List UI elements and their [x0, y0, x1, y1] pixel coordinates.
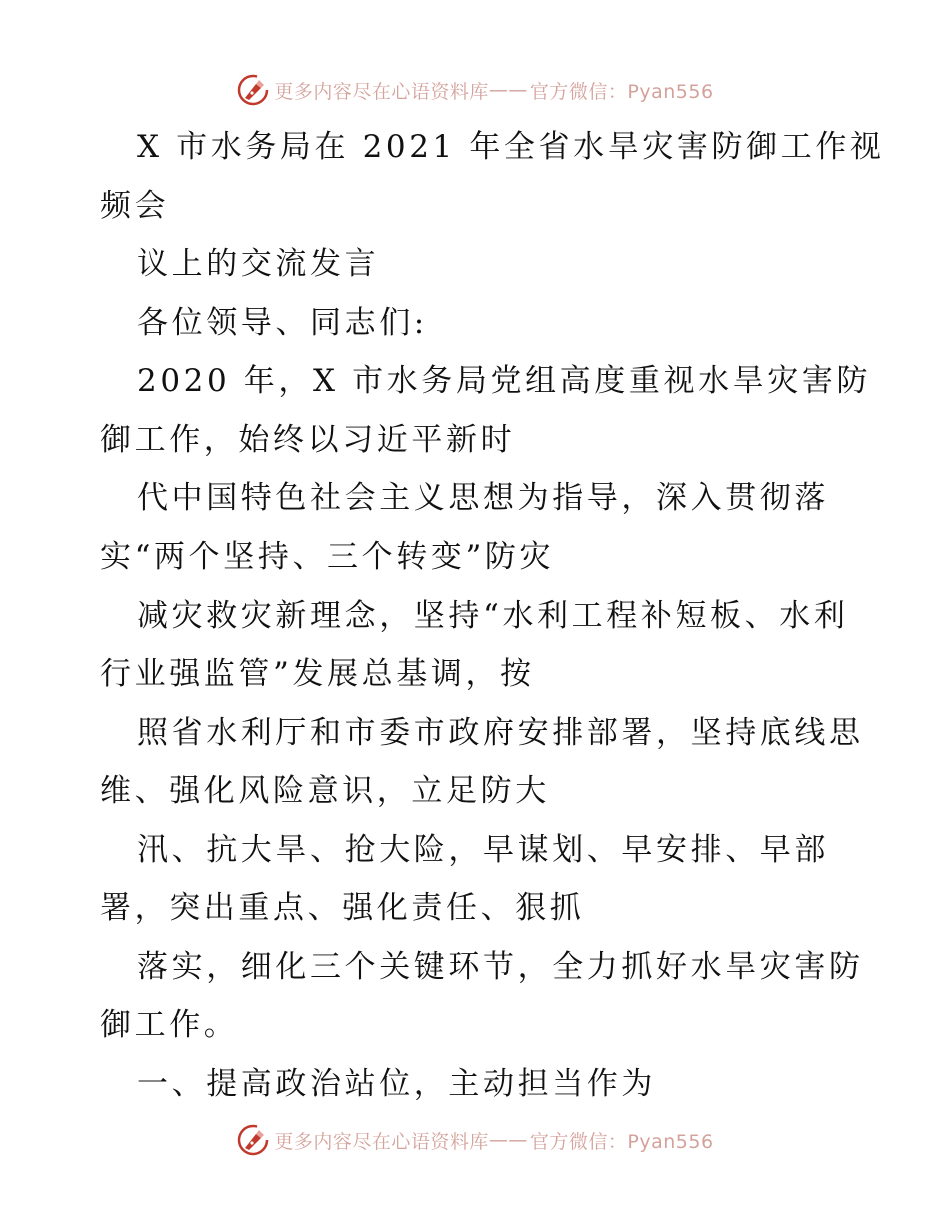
doc-title-line-1: X 市水务局在 2021 年全省水旱灾害防御工作视	[137, 129, 885, 165]
doc-title-line-2: 频会	[100, 188, 170, 224]
doc-paragraph-line: 汛、抗大旱、抢大险，早谋划、早安排、早部	[137, 832, 829, 868]
watermark-header	[0, 70, 950, 110]
watermark-wechat-text: 官方微信：Pyan556	[529, 1130, 714, 1153]
doc-paragraph-line: 实“两个坚持、三个转变”防灾	[100, 539, 555, 575]
pen-nib-logo-icon	[236, 1123, 270, 1157]
doc-paragraph-line: 照省水利厅和市委市政府安排部署，坚持底线思	[137, 715, 864, 751]
watermark-wechat-text: 官方微信：Pyan556	[529, 80, 714, 103]
doc-paragraph-line: 2020 年，X 市水务局党组高度重视水旱灾害防	[137, 363, 872, 399]
watermark-site-text: 更多内容尽在心语资料库	[274, 1130, 489, 1153]
doc-section-heading: 一、提高政治站位，主动担当作为	[137, 1066, 656, 1102]
doc-paragraph-line: 署，突出重点、强化责任、狠抓	[100, 890, 585, 926]
pen-nib-logo-icon	[236, 73, 270, 107]
doc-paragraph-line: 行业强监管”发展总基调，按	[100, 656, 535, 692]
watermark-separator: ——	[488, 1129, 528, 1151]
doc-paragraph-line: 维、强化风险意识，立足防大	[100, 773, 550, 809]
doc-paragraph-line: 落实，细化三个关键环节，全力抓好水旱灾害防	[137, 949, 864, 985]
doc-paragraph-line: 御工作，始终以习近平新时	[100, 422, 516, 458]
doc-title-line-3: 议上的交流发言	[137, 246, 380, 282]
watermark-footer	[0, 1120, 950, 1160]
doc-paragraph-line: 御工作。	[100, 1007, 239, 1043]
doc-paragraph-line: 代中国特色社会主义思想为指导，深入贯彻落	[137, 480, 829, 516]
doc-paragraph-line: 减灾救灾新理念，坚持“水利工程补短板、水利	[137, 598, 849, 634]
watermark-separator: ——	[488, 79, 528, 101]
watermark-site-text: 更多内容尽在心语资料库	[274, 80, 489, 103]
doc-salutation: 各位领导、同志们:	[137, 305, 428, 341]
